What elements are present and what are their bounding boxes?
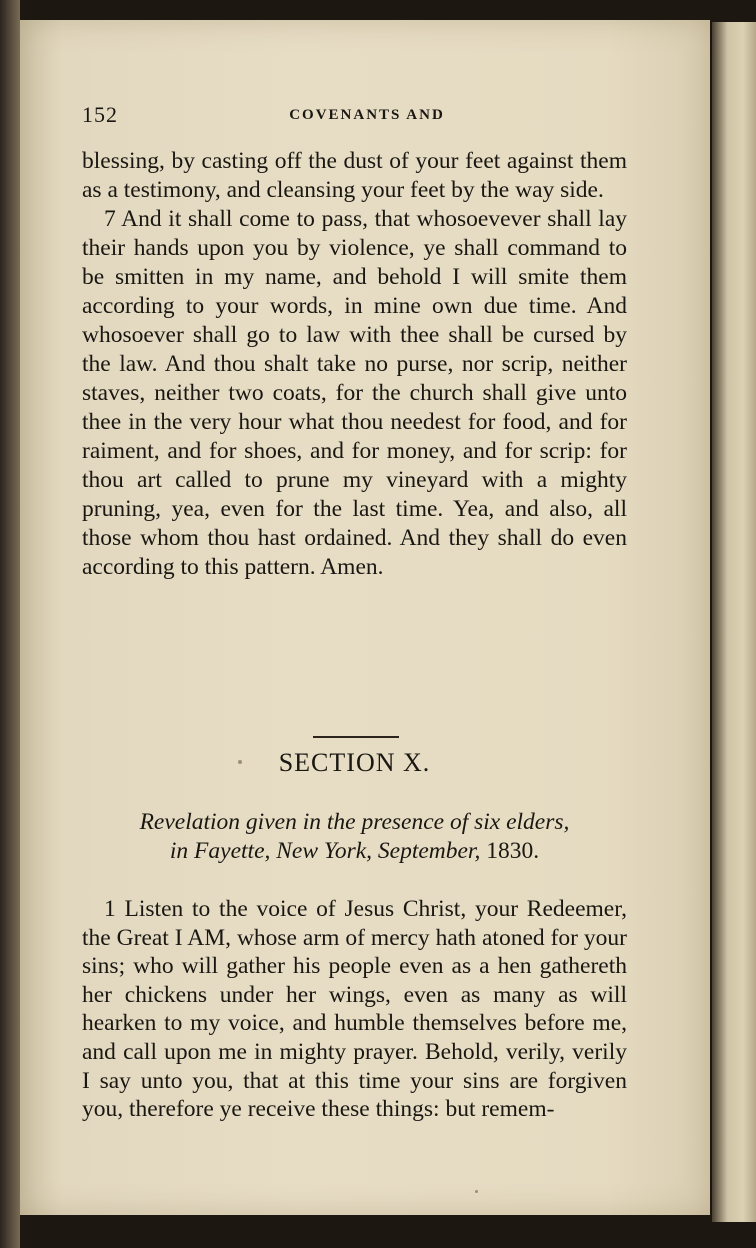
paper-speck [475, 1190, 478, 1193]
revelation-note [82, 808, 627, 866]
running-head [82, 102, 652, 134]
next-page-edge [712, 22, 756, 1222]
section-heading: SECTION X. [278, 748, 431, 777]
revelation-note-line-2 [82, 837, 627, 866]
book-binding-edge [0, 0, 20, 1248]
revelation-note-place-date: in Fayette, New York, September, [169, 838, 481, 864]
revelation-note-line-1: Revelation given in the presence of six elders, [139, 809, 570, 835]
verse-7-paragraph: 7 And it shall come to pass, that whosoevever shall lay their hands upon you by violence, ye shall command to be smitten in my name, and behold I will smite them according to your words, in mine own due time. And whosoever shall go to law with thee shall be cursed by the law. And thou shalt take no purse, nor scrip, neither staves, neither two coats, for the church shall give unto thee in the very hour what thou needest for food, and for raiment, and for shoes, and for money, and for scrip: for thou art called to prune my vineyard with a mighty pruning, yea, even for the last time. Yea, and also, all those whom thou hast ordained. And they shall do even according to this pattern. Amen. [82, 206, 627, 580]
running-head-title: COVENANTS AND [289, 107, 445, 123]
paper-speck [238, 760, 242, 764]
page-number: 152 [82, 102, 118, 127]
book-page [20, 20, 710, 1215]
continued-paragraph: blessing, by casting off the dust of your feet against them as a testimony, and cleansing your feet by the way side. [82, 148, 627, 203]
verse-1-paragraph: 1 Listen to the voice of Jesus Christ, your Redeemer, the Great I AM, whose arm of mercy hath atoned for your sins; who will gather his people even as a hen gathereth her chickens under her wings, even as many as will hearken to my voice, and humble themselves before me, and call upon me in mighty prayer. Behold, verily, verily I say unto you, that at this time your sins are forgiven you, therefore ye receive these things: but remem- [82, 896, 627, 1123]
section-divider [313, 736, 399, 738]
body-text [82, 147, 627, 582]
revelation-note-year: 1830. [480, 838, 540, 864]
verse-1-block [82, 895, 627, 1124]
